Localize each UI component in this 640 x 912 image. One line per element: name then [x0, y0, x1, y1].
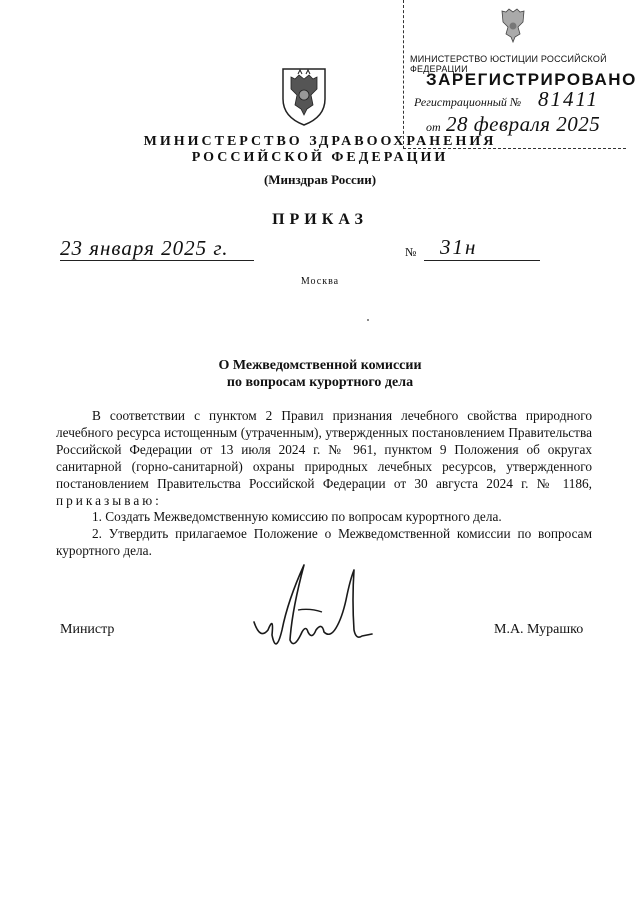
- stamp-date-label: от: [426, 120, 441, 134]
- stamp-emblem-icon: [494, 4, 532, 44]
- subject-line2: по вопросам курортного дела: [226, 375, 414, 390]
- stamp-reg-number-value: 81411: [538, 87, 599, 111]
- signature-icon: [250, 560, 390, 670]
- order-item-1: 1. Создать Межведомственную комиссию по вопросам курортного дела.: [92, 509, 502, 525]
- order-number-label: №: [405, 245, 417, 259]
- subject-line1: О Межведомственной комиссии: [218, 358, 422, 373]
- order-title: ПРИКАЗ: [272, 211, 368, 228]
- order-date: 23 января 2025 г.: [60, 236, 229, 260]
- stamp-date-value: 28 февраля 2025: [446, 112, 601, 136]
- stamp-registered: ЗАРЕГИСТРИРОВАНО: [426, 70, 637, 89]
- registration-stamp: [403, 0, 637, 149]
- order-number-value: 31н: [440, 235, 478, 259]
- signatory-position: Министр: [60, 622, 115, 637]
- scan-speck: [367, 319, 369, 321]
- order-body: [56, 408, 592, 560]
- order-city: Москва: [300, 276, 340, 287]
- order-word: приказываю:: [56, 492, 162, 508]
- order-date-underline: [60, 260, 254, 261]
- ministry-short-name: (Минздрав России): [263, 172, 377, 187]
- stamp-ministry: МИНИСТЕРСТВО ЮСТИЦИИ РОССИЙСКОЙ ФЕДЕРАЦИИ: [410, 54, 607, 74]
- signatory-name: М.А. Мурашко: [494, 622, 584, 637]
- order-item-2: 2. Утвердить прилагаемое Положение о Межведомственной комиссии по вопросам курортного дела.: [56, 526, 592, 559]
- ministry-name-line1: МИНИСТЕРСТВО ЗДРАВООХРАНЕНИЯ: [143, 134, 497, 149]
- coat-of-arms-icon: [279, 65, 329, 127]
- ministry-name-line2: РОССИЙСКОЙ ФЕДЕРАЦИИ: [191, 150, 449, 165]
- order-number-underline: [424, 260, 540, 261]
- stamp-reg-number-label: Регистрационный №: [414, 95, 522, 109]
- preamble-paragraph: [56, 408, 592, 509]
- preamble-text: В соответствии с пунктом 2 Правил признания лечебного свойства природного лечебного ресурса истощенным (утраченным), утвержденных постановлением Правительства Российской Федерации от 13 июля 2024 г. № 961, пунктом 9 Положения об округах санитарной (горно-санитарной) охраны природных лечебных ресурсов, утвержденного постановлением Правительства Российской Федерации от 30 августа 2024 г. № 1186,: [56, 408, 592, 491]
